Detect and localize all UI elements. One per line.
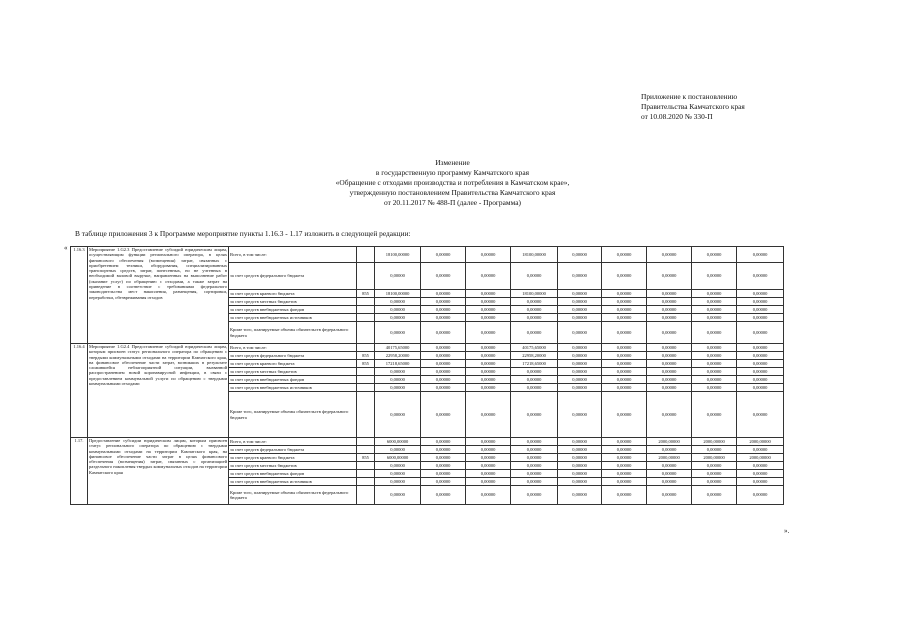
amount-cell: 0,00000	[375, 446, 421, 454]
amount-cell: 0,00000	[466, 376, 511, 384]
budget-code	[357, 314, 375, 322]
amount-cell: 0,00000	[692, 322, 737, 344]
amount-cell: 0,00000	[466, 352, 511, 360]
amount-cell: 0,00000	[466, 344, 511, 352]
amount-cell: 0,00000	[737, 306, 784, 314]
amount-cell: 0,00000	[421, 462, 466, 470]
title-line-2: в государственную программу Камчатского края	[375, 168, 530, 177]
amount-cell: 0,00000	[692, 314, 737, 322]
amount-cell: 0,00000	[602, 454, 647, 462]
amount-cell: 0,00000	[692, 478, 737, 486]
budget-code	[357, 486, 375, 505]
amount-cell: 0,00000	[602, 384, 647, 392]
amount-cell: 0,00000	[737, 446, 784, 454]
amount-cell: 0,00000	[375, 478, 421, 486]
amount-cell: 0,00000	[511, 384, 558, 392]
amount-cell: 0,00000	[647, 314, 692, 322]
amount-cell: 0,00000	[692, 486, 737, 505]
amount-cell: 18100,00000	[375, 247, 421, 263]
table-row	[71, 247, 784, 263]
funding-source: Всего, в том числе:	[229, 344, 357, 352]
amount-cell: 0,00000	[466, 478, 511, 486]
amount-cell: 0,00000	[602, 344, 647, 352]
amount-cell: 0,00000	[421, 263, 466, 290]
budget-code: 855	[357, 352, 375, 360]
amount-cell: 0,00000	[692, 298, 737, 306]
amount-cell: 0,00000	[737, 247, 784, 263]
amount-cell: 0,00000	[692, 352, 737, 360]
amount-cell: 0,00000	[375, 314, 421, 322]
amount-cell: 0,00000	[421, 384, 466, 392]
budget-code: 855	[357, 454, 375, 462]
amount-cell: 0,00000	[421, 360, 466, 368]
amount-cell: 0,00000	[692, 462, 737, 470]
amount-cell: 0,00000	[647, 392, 692, 438]
amount-cell: 0,00000	[466, 454, 511, 462]
amount-cell: 0,00000	[647, 446, 692, 454]
amount-cell: 0,00000	[375, 470, 421, 478]
table-row	[71, 344, 784, 352]
budget-code: 855	[357, 360, 375, 368]
title-line-3: «Обращение с отходами производства и потребления в Камчатском крае»,	[335, 178, 570, 187]
amount-cell: 0,00000	[375, 376, 421, 384]
amount-cell: 0,00000	[466, 298, 511, 306]
amount-cell: 0,00000	[511, 478, 558, 486]
amount-cell: 0,00000	[692, 470, 737, 478]
title-line-1: Изменение	[435, 158, 470, 167]
funding-source: за счет средств федерального бюджета	[229, 446, 357, 454]
amount-cell: 0,00000	[511, 454, 558, 462]
amount-cell: 18100,00000	[511, 290, 558, 298]
appendix-line-2: Правительства Камчатского края	[641, 102, 745, 111]
amount-cell: 0,00000	[466, 360, 511, 368]
amount-cell: 17218,65000	[375, 360, 421, 368]
amount-cell: 0,00000	[647, 478, 692, 486]
amount-cell: 0,00000	[421, 438, 466, 446]
amount-cell: 0,00000	[692, 392, 737, 438]
amount-cell: 0,00000	[466, 290, 511, 298]
amount-cell: 0,00000	[737, 368, 784, 376]
amount-cell: 0,00000	[511, 298, 558, 306]
budget-code	[357, 247, 375, 263]
amount-cell: 0,00000	[602, 392, 647, 438]
close-quote: ».	[784, 527, 790, 535]
amount-cell: 0,00000	[692, 344, 737, 352]
amount-cell: 0,00000	[558, 384, 602, 392]
measure-description: Мероприятие 1.G2.3 Предоставление субсидий юридическим лицам, осуществляющим функции регионального оператора, в целях финансового обеспечения (возмещения) затрат, связанных с приобретением техники, оборудования, специализированных транспортных средств, затрат, понесенных, но не учтенных в необходимой валовой выручке, направленных на выполнение работ (оказание услуг) по обращению с отходами, а также затрат на приведение в соответствие с требованиями федерального законодательства мест накопления, размещения, сортировки, переработки, обезвреживания отходов	[88, 247, 229, 344]
amount-cell: 0,00000	[511, 322, 558, 344]
amount-cell: 0,00000	[511, 368, 558, 376]
budget-code	[357, 384, 375, 392]
amount-cell: 0,00000	[558, 247, 602, 263]
amount-cell: 0,00000	[421, 446, 466, 454]
amount-cell: 0,00000	[737, 314, 784, 322]
funding-source: Кроме того, планируемые объемы обязательств федерального бюджета	[229, 486, 357, 505]
appendix-line-3: от 10.08.2020 № 330-П	[641, 112, 713, 121]
amount-cell: 0,00000	[558, 360, 602, 368]
budget-code	[357, 376, 375, 384]
measure-index: 1.16.3	[71, 247, 88, 344]
title-line-5: от 20.11.2017 № 488-П (далее - Программа)	[384, 198, 521, 207]
amount-cell: 0,00000	[602, 478, 647, 486]
amount-cell: 0,00000	[558, 344, 602, 352]
amount-cell: 0,00000	[375, 384, 421, 392]
amount-cell: 0,00000	[511, 392, 558, 438]
amount-cell: 0,00000	[466, 470, 511, 478]
amount-cell: 0,00000	[511, 438, 558, 446]
amount-cell: 0,00000	[558, 478, 602, 486]
amount-cell: 0,00000	[602, 470, 647, 478]
amount-cell: 0,00000	[421, 454, 466, 462]
amount-cell: 0,00000	[647, 290, 692, 298]
amount-cell: 0,00000	[558, 314, 602, 322]
open-quote: «	[64, 244, 68, 252]
amount-cell: 22958,20000	[375, 352, 421, 360]
amount-cell: 0,00000	[558, 462, 602, 470]
amount-cell: 0,00000	[511, 376, 558, 384]
amount-cell: 0,00000	[466, 368, 511, 376]
amount-cell: 2000,00000	[737, 454, 784, 462]
amount-cell: 0,00000	[602, 298, 647, 306]
amount-cell: 0,00000	[692, 376, 737, 384]
funding-source: Кроме того, планируемые объемы обязательств федерального бюджета	[229, 392, 357, 438]
amount-cell: 0,00000	[558, 368, 602, 376]
amount-cell: 0,00000	[511, 306, 558, 314]
amount-cell: 0,00000	[511, 263, 558, 290]
amount-cell: 0,00000	[602, 376, 647, 384]
amount-cell: 0,00000	[375, 322, 421, 344]
amount-cell: 0,00000	[737, 384, 784, 392]
budget-code	[357, 306, 375, 314]
amount-cell: 0,00000	[737, 344, 784, 352]
amount-cell: 0,00000	[421, 392, 466, 438]
funding-source: за счет средств внебюджетных фондов	[229, 470, 357, 478]
amount-cell: 0,00000	[647, 247, 692, 263]
amount-cell: 0,00000	[558, 298, 602, 306]
amount-cell: 0,00000	[421, 306, 466, 314]
amount-cell: 0,00000	[647, 344, 692, 352]
amount-cell: 18100,00000	[375, 290, 421, 298]
amount-cell: 0,00000	[602, 290, 647, 298]
amount-cell: 0,00000	[421, 344, 466, 352]
amount-cell: 0,00000	[647, 306, 692, 314]
budget-code	[357, 446, 375, 454]
funding-source: за счет средств внебюджетных фондов	[229, 376, 357, 384]
measure-index: 1.17.	[71, 438, 88, 505]
amount-cell: 0,00000	[737, 360, 784, 368]
amount-cell: 0,00000	[421, 247, 466, 263]
amount-cell: 0,00000	[375, 486, 421, 505]
amount-cell: 0,00000	[647, 263, 692, 290]
budget-code	[357, 470, 375, 478]
table-row	[71, 438, 784, 446]
funding-source: за счет средств федерального бюджета	[229, 352, 357, 360]
amount-cell: 0,00000	[602, 306, 647, 314]
amount-cell: 0,00000	[602, 446, 647, 454]
funding-source: за счет средств федерального бюджета	[229, 263, 357, 290]
amount-cell: 0,00000	[558, 454, 602, 462]
table-body	[71, 247, 784, 505]
amount-cell: 0,00000	[511, 470, 558, 478]
amount-cell: 0,00000	[421, 478, 466, 486]
amount-cell: 40175,65000	[375, 344, 421, 352]
amount-cell: 2000,00000	[737, 438, 784, 446]
amount-cell: 0,00000	[375, 392, 421, 438]
amount-cell: 0,00000	[511, 446, 558, 454]
amount-cell: 0,00000	[558, 290, 602, 298]
amount-cell: 0,00000	[421, 290, 466, 298]
amount-cell: 0,00000	[692, 446, 737, 454]
amount-cell: 0,00000	[511, 314, 558, 322]
amount-cell: 0,00000	[421, 368, 466, 376]
amount-cell: 0,00000	[602, 314, 647, 322]
amount-cell: 2000,00000	[692, 438, 737, 446]
amount-cell: 0,00000	[558, 352, 602, 360]
amount-cell: 0,00000	[602, 352, 647, 360]
amount-cell: 0,00000	[466, 392, 511, 438]
funding-source: Кроме того, планируемые объемы обязательств федерального бюджета	[229, 322, 357, 344]
amount-cell: 0,00000	[421, 352, 466, 360]
amount-cell: 0,00000	[737, 322, 784, 344]
amount-cell: 0,00000	[692, 360, 737, 368]
funding-source: за счет средств внебюджетных фондов	[229, 306, 357, 314]
amount-cell: 0,00000	[375, 298, 421, 306]
amount-cell: 0,00000	[375, 263, 421, 290]
amount-cell: 2000,00000	[692, 454, 737, 462]
amount-cell: 0,00000	[511, 486, 558, 505]
amount-cell: 0,00000	[737, 298, 784, 306]
amount-cell: 18100,00000	[511, 247, 558, 263]
amount-cell: 0,00000	[466, 438, 511, 446]
funding-source: за счет средств краевого бюджета	[229, 290, 357, 298]
amount-cell: 0,00000	[466, 486, 511, 505]
amount-cell: 0,00000	[466, 462, 511, 470]
amount-cell: 2000,00000	[647, 438, 692, 446]
budget-code	[357, 344, 375, 352]
amount-cell: 6000,00000	[375, 454, 421, 462]
amount-cell: 0,00000	[647, 298, 692, 306]
amount-cell: 0,00000	[602, 263, 647, 290]
budget-code	[357, 263, 375, 290]
title-line-4: утвержденную постановлением Правительства Камчатского края	[349, 188, 556, 197]
amount-cell: 0,00000	[421, 322, 466, 344]
amount-cell: 0,00000	[647, 470, 692, 478]
budget-code: 855	[357, 290, 375, 298]
funding-source: за счет средств краевого бюджета	[229, 454, 357, 462]
amount-cell: 0,00000	[692, 247, 737, 263]
amount-cell: 22958,20000	[511, 352, 558, 360]
amount-cell: 0,00000	[558, 470, 602, 478]
amount-cell: 0,00000	[737, 263, 784, 290]
amount-cell: 0,00000	[647, 486, 692, 505]
amount-cell: 0,00000	[602, 322, 647, 344]
budget-code	[357, 438, 375, 446]
amount-cell: 0,00000	[558, 376, 602, 384]
amount-cell: 0,00000	[602, 486, 647, 505]
document-title	[180, 158, 725, 208]
amount-cell: 0,00000	[602, 360, 647, 368]
amount-cell: 0,00000	[466, 446, 511, 454]
amount-cell: 0,00000	[511, 462, 558, 470]
funding-source: за счет средств внебюджетных источников	[229, 314, 357, 322]
amount-cell: 0,00000	[602, 438, 647, 446]
measure-description: Мероприятие 1.G2.4 Предоставление субсидий юридическим лицам, которым присвоен статус регионального оператора по обращению с твердыми коммунальными отходами на территории Камчатского края, на финансовое обеспечение части затрат, возникших в результате сложившейся неблагоприятной ситуации, вызванной распространением новой коронавирусной инфекции, в связи с предоставлением коммунальной услуги по обращению с твердыми коммунальными отходами	[88, 344, 229, 438]
amount-cell: 0,00000	[737, 376, 784, 384]
funding-source: за счет средств местных бюджетов	[229, 462, 357, 470]
amount-cell: 0,00000	[558, 263, 602, 290]
funding-source: за счет средств местных бюджетов	[229, 368, 357, 376]
amount-cell: 0,00000	[558, 322, 602, 344]
amount-cell: 0,00000	[466, 384, 511, 392]
funding-source: за счет средств местных бюджетов	[229, 298, 357, 306]
funding-source: за счет средств внебюджетных источников	[229, 478, 357, 486]
amount-cell: 0,00000	[737, 470, 784, 478]
amount-cell: 0,00000	[737, 352, 784, 360]
funding-source: за счет средств краевого бюджета	[229, 360, 357, 368]
measures-table	[70, 246, 784, 505]
measure-index: 1.16.4	[71, 344, 88, 438]
amount-cell: 0,00000	[466, 314, 511, 322]
funding-source: Всего, в том числе:	[229, 247, 357, 263]
amount-cell: 0,00000	[558, 438, 602, 446]
appendix-line-1: Приложение к постановлению	[641, 92, 738, 101]
amount-cell: 17218,65000	[511, 360, 558, 368]
amount-cell: 0,00000	[647, 360, 692, 368]
budget-code	[357, 368, 375, 376]
budget-code	[357, 298, 375, 306]
amount-cell: 0,00000	[375, 462, 421, 470]
amount-cell: 0,00000	[466, 322, 511, 344]
funding-source: Всего, в том числе:	[229, 438, 357, 446]
amount-cell: 0,00000	[692, 384, 737, 392]
amount-cell: 0,00000	[375, 368, 421, 376]
amount-cell: 0,00000	[558, 486, 602, 505]
amount-cell: 0,00000	[647, 376, 692, 384]
amount-cell: 0,00000	[647, 384, 692, 392]
amount-cell: 0,00000	[421, 298, 466, 306]
amount-cell: 0,00000	[558, 392, 602, 438]
amount-cell: 40175,65000	[511, 344, 558, 352]
amount-cell: 0,00000	[737, 392, 784, 438]
amount-cell: 0,00000	[375, 306, 421, 314]
amount-cell: 0,00000	[737, 290, 784, 298]
amount-cell: 0,00000	[558, 306, 602, 314]
amount-cell: 0,00000	[692, 368, 737, 376]
amount-cell: 0,00000	[737, 478, 784, 486]
amount-cell: 0,00000	[647, 462, 692, 470]
amount-cell: 0,00000	[466, 247, 511, 263]
amount-cell: 0,00000	[602, 247, 647, 263]
intro-paragraph: В таблице приложения 3 к Программе мероприятие пункты 1.16.3 - 1.17 изложить в следующей редакции:	[75, 229, 411, 238]
amount-cell: 0,00000	[647, 352, 692, 360]
amount-cell: 0,00000	[737, 486, 784, 505]
amount-cell: 0,00000	[692, 290, 737, 298]
measure-description: Предоставление субсидии юридическим лицам, которым присвоен статус регионального оператора по обращению с твердыми коммунальными отходами на территории Камчатского края, на финансовое обеспечение части затрат в целях финансового обеспечения (возмещения) затрат, связанных с организацией раздельного накопления твердых коммунальных отходов на территории Камчатского края	[88, 438, 229, 505]
funding-source: за счет средств внебюджетных источников	[229, 384, 357, 392]
amount-cell: 0,00000	[421, 486, 466, 505]
amount-cell: 0,00000	[466, 263, 511, 290]
amount-cell: 0,00000	[647, 368, 692, 376]
amount-cell: 0,00000	[692, 263, 737, 290]
amount-cell: 0,00000	[421, 470, 466, 478]
budget-code	[357, 462, 375, 470]
amount-cell: 0,00000	[602, 462, 647, 470]
appendix-block	[641, 92, 745, 122]
amount-cell: 0,00000	[647, 322, 692, 344]
amount-cell: 0,00000	[737, 462, 784, 470]
amount-cell: 0,00000	[466, 306, 511, 314]
amount-cell: 0,00000	[602, 368, 647, 376]
amount-cell: 0,00000	[558, 446, 602, 454]
budget-code	[357, 322, 375, 344]
amount-cell: 0,00000	[421, 314, 466, 322]
budget-code	[357, 478, 375, 486]
amount-cell: 6000,00000	[375, 438, 421, 446]
amount-cell: 0,00000	[421, 376, 466, 384]
budget-code	[357, 392, 375, 438]
amount-cell: 0,00000	[692, 306, 737, 314]
amount-cell: 2000,00000	[647, 454, 692, 462]
